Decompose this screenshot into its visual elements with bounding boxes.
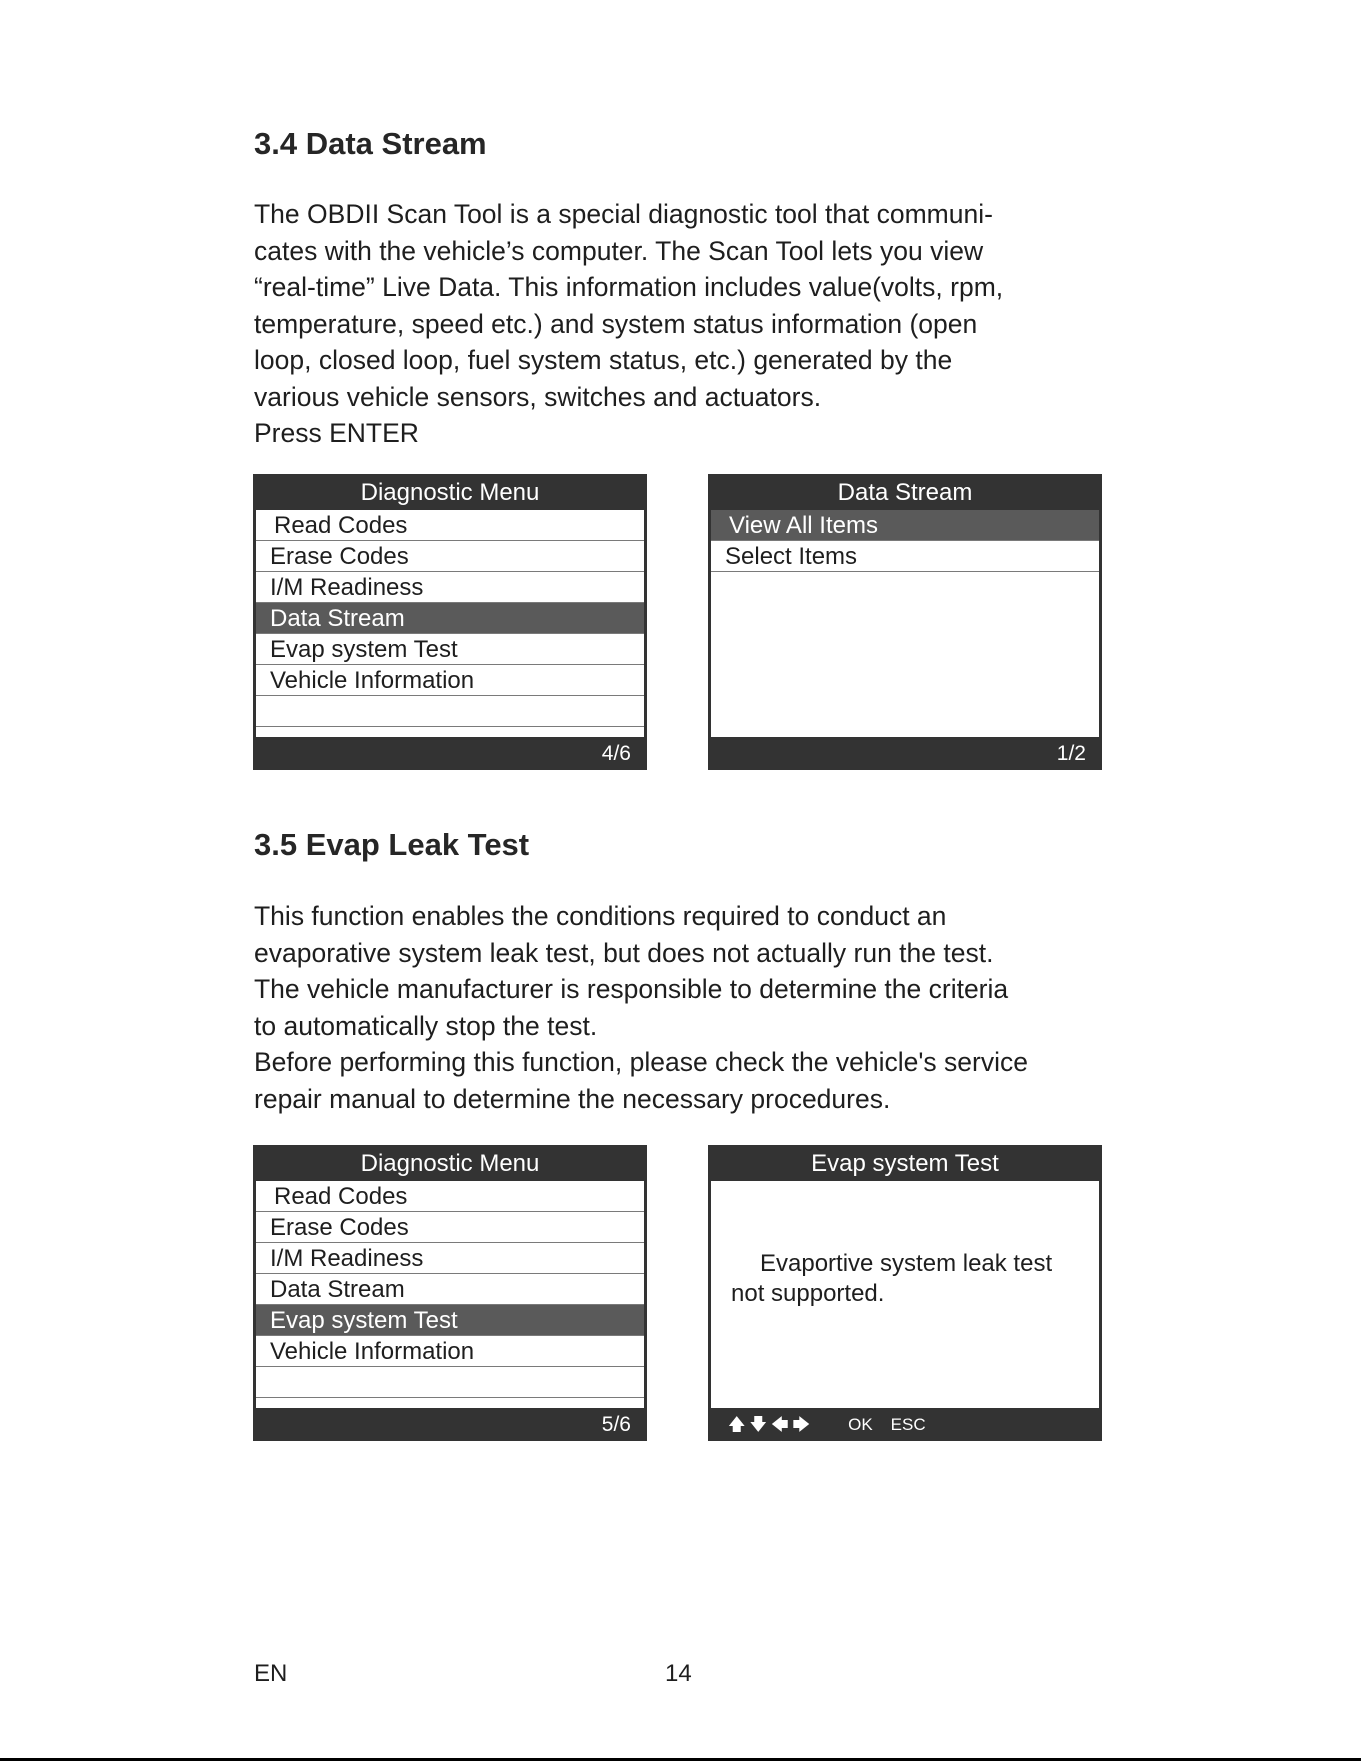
screen-footer bbox=[253, 737, 647, 770]
menu-item-view-all-items[interactable]: View All Items bbox=[711, 510, 1099, 541]
paragraph-line: The OBDII Scan Tool is a special diagnostic tool that communi- bbox=[254, 199, 993, 229]
menu-list bbox=[256, 1181, 644, 1408]
arrow-right-icon: 🡆 bbox=[792, 1415, 811, 1434]
menu-item-data-stream[interactable]: Data Stream bbox=[256, 1274, 644, 1305]
section-heading-evap-leak-test: 3.5 Evap Leak Test bbox=[254, 827, 530, 862]
menu-item-evap-system-test[interactable]: Evap system Test bbox=[256, 634, 644, 665]
evap-system-test-screen bbox=[708, 1145, 1102, 1441]
page-indicator: 5/6 bbox=[601, 1413, 631, 1436]
menu-item-vehicle-information[interactable]: Vehicle Information bbox=[256, 665, 644, 696]
ok-key-label: OK bbox=[848, 1415, 873, 1434]
screen-title: Data Stream bbox=[837, 479, 973, 506]
message-area bbox=[711, 1181, 1099, 1408]
diagnostic-menu-screen bbox=[253, 474, 647, 770]
screen-footer bbox=[708, 737, 1102, 770]
message-line: not supported. bbox=[731, 1280, 885, 1307]
key-hints bbox=[728, 1408, 930, 1442]
paragraph-line: cates with the vehicle’s computer. The Scan Tool lets you view bbox=[254, 235, 984, 266]
paragraph-line: evaporative system leak test, but does not actually run the test. bbox=[254, 937, 994, 968]
page-number: 14 bbox=[665, 1660, 692, 1687]
language-label: EN bbox=[254, 1660, 288, 1687]
paragraph-line: Press ENTER bbox=[254, 418, 419, 448]
diagnostic-menu-screen bbox=[253, 1145, 647, 1441]
data-stream-description bbox=[254, 196, 1003, 452]
screen-title: Evap system Test bbox=[811, 1150, 999, 1177]
menu-item-read-codes[interactable]: Read Codes bbox=[256, 510, 644, 541]
screen-title: Diagnostic Menu bbox=[360, 479, 540, 506]
arrow-down-icon: 🡇 bbox=[749, 1415, 767, 1434]
page-indicator: 4/6 bbox=[601, 742, 631, 765]
screen-footer bbox=[708, 1408, 1102, 1441]
paragraph-line: Before performing this function, please check the vehicle's service bbox=[254, 1047, 1028, 1077]
menu-item-vehicle-information[interactable]: Vehicle Information bbox=[256, 1336, 644, 1367]
menu-list bbox=[256, 510, 644, 737]
menu-item-erase-codes[interactable]: Erase Codes bbox=[256, 1212, 644, 1243]
paragraph-line: to automatically stop the test. bbox=[254, 1010, 598, 1041]
arrow-up-icon: 🡅 bbox=[728, 1415, 746, 1434]
menu-item-erase-codes[interactable]: Erase Codes bbox=[256, 541, 644, 572]
menu-list bbox=[711, 510, 1099, 737]
menu-item-im-readiness[interactable]: I/M Readiness bbox=[256, 572, 644, 603]
screen-title: Diagnostic Menu bbox=[360, 1150, 540, 1177]
paragraph-line: temperature, speed etc.) and system status information (open bbox=[254, 308, 978, 339]
message-line: Evaportive system leak test bbox=[760, 1250, 1053, 1277]
menu-item-read-codes[interactable]: Read Codes bbox=[256, 1181, 644, 1212]
menu-item-empty bbox=[256, 696, 644, 727]
menu-item-evap-system-test[interactable]: Evap system Test bbox=[256, 1305, 644, 1336]
paragraph-line: various vehicle sensors, switches and actuators. bbox=[254, 381, 822, 412]
page-indicator: 1/2 bbox=[1056, 742, 1086, 765]
menu-item-empty bbox=[256, 1367, 644, 1398]
paragraph-line: This function enables the conditions required to conduct an bbox=[254, 901, 947, 931]
data-stream-screen bbox=[708, 474, 1102, 770]
paragraph-line: repair manual to determine the necessary procedures. bbox=[254, 1083, 891, 1114]
paragraph-line: loop, closed loop, fuel system status, etc.) generated by the bbox=[254, 345, 953, 375]
menu-item-data-stream[interactable]: Data Stream bbox=[256, 603, 644, 634]
screen-footer bbox=[253, 1408, 647, 1441]
menu-item-im-readiness[interactable]: I/M Readiness bbox=[256, 1243, 644, 1274]
menu-item-select-items[interactable]: Select Items bbox=[711, 541, 1099, 572]
status-message bbox=[731, 1249, 1079, 1309]
section-heading-data-stream: 3.4 Data Stream bbox=[254, 126, 487, 161]
esc-key-label: ESC bbox=[890, 1415, 926, 1434]
evap-leak-test-description bbox=[254, 898, 1028, 1117]
paragraph-line: The vehicle manufacturer is responsible to determine the criteria bbox=[254, 974, 1009, 1004]
paragraph-line: “real-time” Live Data. This information includes value(volts, rpm, bbox=[254, 272, 1004, 302]
arrow-left-icon: 🡄 bbox=[770, 1415, 789, 1434]
